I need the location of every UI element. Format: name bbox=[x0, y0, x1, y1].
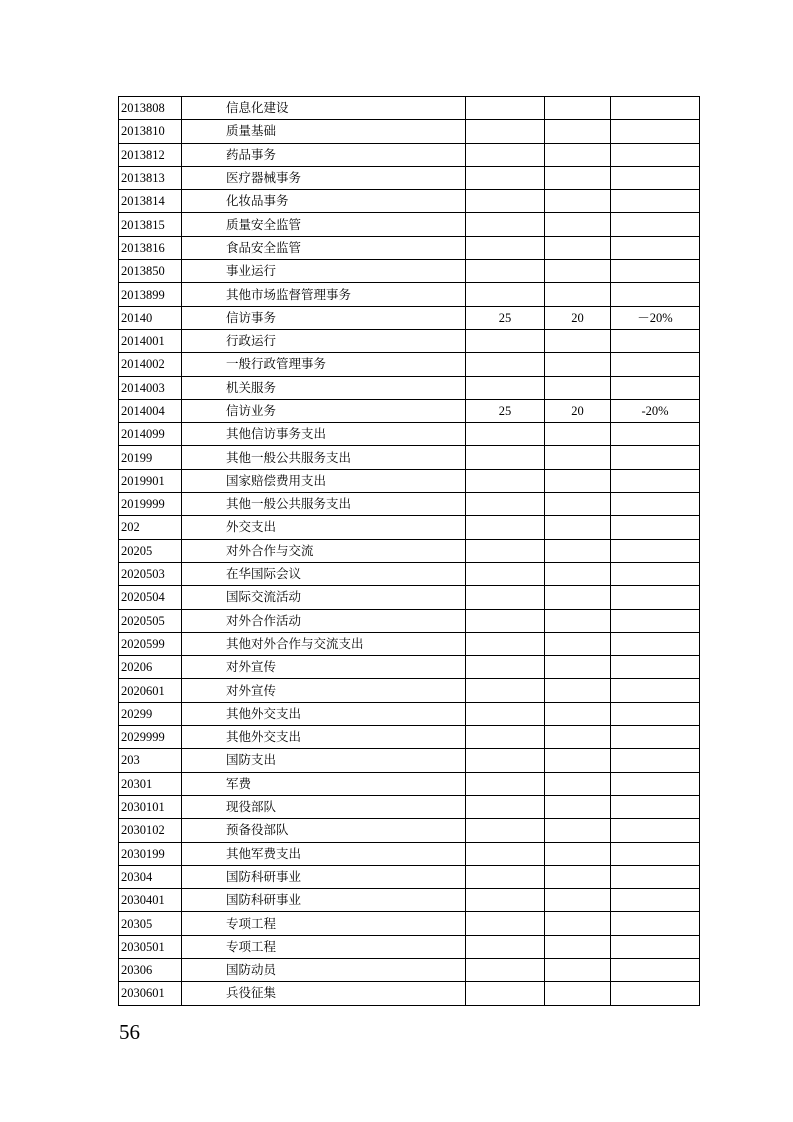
budget-prev-cell bbox=[466, 842, 545, 865]
subject-name-cell: 其他市场监督管理事务 bbox=[182, 283, 466, 306]
table-row bbox=[119, 329, 700, 352]
subject-name-cell: 行政运行 bbox=[182, 329, 466, 352]
change-rate-cell bbox=[611, 469, 700, 492]
subject-code-cell: 2014099 bbox=[119, 423, 182, 446]
budget-curr-cell bbox=[545, 423, 611, 446]
subject-name-cell: 质量基础 bbox=[182, 120, 466, 143]
change-rate-cell bbox=[611, 236, 700, 259]
budget-prev-cell bbox=[466, 469, 545, 492]
subject-code-cell: 20304 bbox=[119, 865, 182, 888]
change-rate-cell bbox=[611, 865, 700, 888]
table-row bbox=[119, 702, 700, 725]
subject-name-cell: 外交支出 bbox=[182, 516, 466, 539]
budget-prev-cell bbox=[466, 423, 545, 446]
subject-name-cell: 国际交流活动 bbox=[182, 586, 466, 609]
budget-prev-cell bbox=[466, 562, 545, 585]
budget-table bbox=[118, 96, 700, 1006]
table-row bbox=[119, 749, 700, 772]
budget-prev-cell bbox=[466, 120, 545, 143]
table-row bbox=[119, 912, 700, 935]
subject-code-cell: 2013850 bbox=[119, 260, 182, 283]
change-rate-cell bbox=[611, 842, 700, 865]
subject-name-cell: 专项工程 bbox=[182, 912, 466, 935]
budget-prev-cell bbox=[466, 795, 545, 818]
subject-code-cell: 20206 bbox=[119, 656, 182, 679]
budget-prev-cell bbox=[466, 935, 545, 958]
subject-code-cell: 2020599 bbox=[119, 632, 182, 655]
subject-code-cell: 2030501 bbox=[119, 935, 182, 958]
change-rate-cell bbox=[611, 353, 700, 376]
change-rate-cell bbox=[611, 726, 700, 749]
subject-name-cell: 现役部队 bbox=[182, 795, 466, 818]
budget-table-container bbox=[118, 96, 699, 1006]
table-row bbox=[119, 213, 700, 236]
table-row bbox=[119, 190, 700, 213]
budget-curr-cell bbox=[545, 283, 611, 306]
subject-name-cell: 质量安全监管 bbox=[182, 213, 466, 236]
budget-curr-cell bbox=[545, 889, 611, 912]
subject-code-cell: 2014004 bbox=[119, 399, 182, 422]
budget-curr-cell bbox=[545, 260, 611, 283]
budget-prev-cell bbox=[466, 609, 545, 632]
change-rate-cell bbox=[611, 120, 700, 143]
budget-curr-cell bbox=[545, 912, 611, 935]
subject-name-cell: 兵役征集 bbox=[182, 982, 466, 1005]
budget-curr-cell bbox=[545, 772, 611, 795]
subject-name-cell: 专项工程 bbox=[182, 935, 466, 958]
budget-prev-cell bbox=[466, 912, 545, 935]
table-row bbox=[119, 656, 700, 679]
subject-code-cell: 2013810 bbox=[119, 120, 182, 143]
budget-prev-cell bbox=[466, 283, 545, 306]
budget-prev-cell bbox=[466, 726, 545, 749]
subject-name-cell: 事业运行 bbox=[182, 260, 466, 283]
subject-code-cell: 20199 bbox=[119, 446, 182, 469]
table-row bbox=[119, 726, 700, 749]
subject-name-cell: 国防科研事业 bbox=[182, 889, 466, 912]
change-rate-cell bbox=[611, 516, 700, 539]
budget-curr-cell bbox=[545, 120, 611, 143]
table-row bbox=[119, 562, 700, 585]
change-rate-cell bbox=[611, 166, 700, 189]
change-rate-cell bbox=[611, 562, 700, 585]
budget-prev-cell bbox=[466, 632, 545, 655]
budget-prev-cell: 25 bbox=[466, 399, 545, 422]
budget-prev-cell bbox=[466, 819, 545, 842]
subject-code-cell: 202 bbox=[119, 516, 182, 539]
subject-code-cell: 2013808 bbox=[119, 97, 182, 120]
budget-curr-cell bbox=[545, 609, 611, 632]
subject-code-cell: 2020601 bbox=[119, 679, 182, 702]
subject-name-cell: 国家赔偿费用支出 bbox=[182, 469, 466, 492]
budget-curr-cell bbox=[545, 190, 611, 213]
budget-curr-cell bbox=[545, 679, 611, 702]
budget-prev-cell bbox=[466, 143, 545, 166]
budget-prev-cell bbox=[466, 166, 545, 189]
change-rate-cell bbox=[611, 493, 700, 516]
budget-curr-cell bbox=[545, 562, 611, 585]
subject-code-cell: 203 bbox=[119, 749, 182, 772]
subject-code-cell: 20306 bbox=[119, 958, 182, 981]
budget-curr-cell bbox=[545, 865, 611, 888]
table-row bbox=[119, 399, 700, 422]
subject-code-cell: 2014001 bbox=[119, 329, 182, 352]
subject-name-cell: 对外合作活动 bbox=[182, 609, 466, 632]
budget-prev-cell bbox=[466, 772, 545, 795]
budget-curr-cell bbox=[545, 982, 611, 1005]
budget-prev-cell bbox=[466, 190, 545, 213]
subject-code-cell: 2014002 bbox=[119, 353, 182, 376]
table-row bbox=[119, 143, 700, 166]
subject-name-cell: 预备役部队 bbox=[182, 819, 466, 842]
subject-name-cell: 其他军费支出 bbox=[182, 842, 466, 865]
change-rate-cell bbox=[611, 958, 700, 981]
budget-curr-cell bbox=[545, 236, 611, 259]
subject-code-cell: 2013815 bbox=[119, 213, 182, 236]
table-row bbox=[119, 772, 700, 795]
subject-code-cell: 20140 bbox=[119, 306, 182, 329]
subject-code-cell: 2030601 bbox=[119, 982, 182, 1005]
change-rate-cell bbox=[611, 632, 700, 655]
table-row bbox=[119, 865, 700, 888]
budget-curr-cell bbox=[545, 353, 611, 376]
subject-name-cell: 医疗器械事务 bbox=[182, 166, 466, 189]
budget-curr-cell bbox=[545, 632, 611, 655]
budget-prev-cell bbox=[466, 516, 545, 539]
table-row bbox=[119, 982, 700, 1005]
change-rate-cell bbox=[611, 819, 700, 842]
table-row bbox=[119, 516, 700, 539]
change-rate-cell bbox=[611, 260, 700, 283]
change-rate-cell bbox=[611, 679, 700, 702]
budget-curr-cell bbox=[545, 795, 611, 818]
budget-prev-cell bbox=[466, 213, 545, 236]
table-row bbox=[119, 283, 700, 306]
subject-name-cell: 化妆品事务 bbox=[182, 190, 466, 213]
budget-curr-cell bbox=[545, 329, 611, 352]
subject-code-cell: 2030102 bbox=[119, 819, 182, 842]
budget-prev-cell bbox=[466, 329, 545, 352]
change-rate-cell bbox=[611, 656, 700, 679]
budget-prev-cell bbox=[466, 376, 545, 399]
budget-curr-cell bbox=[545, 935, 611, 958]
subject-name-cell: 信息化建设 bbox=[182, 97, 466, 120]
subject-name-cell: 军费 bbox=[182, 772, 466, 795]
page-number: 56 bbox=[119, 1020, 140, 1044]
subject-code-cell: 2020504 bbox=[119, 586, 182, 609]
budget-curr-cell bbox=[545, 539, 611, 562]
change-rate-cell bbox=[611, 423, 700, 446]
change-rate-cell bbox=[611, 97, 700, 120]
table-row bbox=[119, 632, 700, 655]
budget-curr-cell: 20 bbox=[545, 306, 611, 329]
change-rate-cell bbox=[611, 329, 700, 352]
budget-curr-cell bbox=[545, 376, 611, 399]
subject-code-cell: 20301 bbox=[119, 772, 182, 795]
table-row bbox=[119, 353, 700, 376]
change-rate-cell bbox=[611, 935, 700, 958]
change-rate-cell bbox=[611, 190, 700, 213]
budget-curr-cell bbox=[545, 842, 611, 865]
subject-code-cell: 20299 bbox=[119, 702, 182, 725]
subject-code-cell: 2020505 bbox=[119, 609, 182, 632]
subject-code-cell: 2030401 bbox=[119, 889, 182, 912]
table-row bbox=[119, 889, 700, 912]
table-row bbox=[119, 679, 700, 702]
subject-code-cell: 2013812 bbox=[119, 143, 182, 166]
budget-curr-cell bbox=[545, 516, 611, 539]
budget-prev-cell: 25 bbox=[466, 306, 545, 329]
subject-name-cell: 其他对外合作与交流支出 bbox=[182, 632, 466, 655]
budget-prev-cell bbox=[466, 889, 545, 912]
budget-curr-cell bbox=[545, 958, 611, 981]
change-rate-cell bbox=[611, 749, 700, 772]
budget-curr-cell bbox=[545, 726, 611, 749]
table-row bbox=[119, 469, 700, 492]
change-rate-cell bbox=[611, 795, 700, 818]
subject-name-cell: 食品安全监管 bbox=[182, 236, 466, 259]
subject-code-cell: 2030101 bbox=[119, 795, 182, 818]
table-row bbox=[119, 446, 700, 469]
subject-name-cell: 国防科研事业 bbox=[182, 865, 466, 888]
table-row bbox=[119, 586, 700, 609]
subject-name-cell: 国防支出 bbox=[182, 749, 466, 772]
budget-curr-cell bbox=[545, 819, 611, 842]
subject-code-cell: 2019901 bbox=[119, 469, 182, 492]
change-rate-cell bbox=[611, 283, 700, 306]
change-rate-cell bbox=[611, 446, 700, 469]
subject-code-cell: 2013899 bbox=[119, 283, 182, 306]
budget-prev-cell bbox=[466, 353, 545, 376]
table-row bbox=[119, 376, 700, 399]
subject-code-cell: 2030199 bbox=[119, 842, 182, 865]
change-rate-cell bbox=[611, 609, 700, 632]
subject-name-cell: 一般行政管理事务 bbox=[182, 353, 466, 376]
subject-name-cell: 其他信访事务支出 bbox=[182, 423, 466, 446]
budget-curr-cell bbox=[545, 97, 611, 120]
subject-code-cell: 20305 bbox=[119, 912, 182, 935]
budget-prev-cell bbox=[466, 865, 545, 888]
budget-table-body bbox=[119, 97, 700, 1006]
subject-name-cell: 对外宣传 bbox=[182, 679, 466, 702]
subject-code-cell: 2020503 bbox=[119, 562, 182, 585]
budget-prev-cell bbox=[466, 679, 545, 702]
budget-curr-cell bbox=[545, 702, 611, 725]
change-rate-cell bbox=[611, 539, 700, 562]
change-rate-cell bbox=[611, 982, 700, 1005]
subject-code-cell: 20205 bbox=[119, 539, 182, 562]
budget-prev-cell bbox=[466, 586, 545, 609]
change-rate-cell bbox=[611, 912, 700, 935]
budget-prev-cell bbox=[466, 539, 545, 562]
table-row bbox=[119, 306, 700, 329]
table-row bbox=[119, 819, 700, 842]
subject-code-cell: 2029999 bbox=[119, 726, 182, 749]
subject-name-cell: 国防动员 bbox=[182, 958, 466, 981]
change-rate-cell bbox=[611, 772, 700, 795]
budget-curr-cell: 20 bbox=[545, 399, 611, 422]
budget-prev-cell bbox=[466, 260, 545, 283]
budget-curr-cell bbox=[545, 143, 611, 166]
table-row bbox=[119, 97, 700, 120]
change-rate-cell bbox=[611, 586, 700, 609]
change-rate-cell bbox=[611, 143, 700, 166]
subject-code-cell: 2014003 bbox=[119, 376, 182, 399]
subject-name-cell: 机关服务 bbox=[182, 376, 466, 399]
budget-curr-cell bbox=[545, 213, 611, 236]
budget-prev-cell bbox=[466, 97, 545, 120]
budget-curr-cell bbox=[545, 493, 611, 516]
budget-curr-cell bbox=[545, 446, 611, 469]
budget-curr-cell bbox=[545, 166, 611, 189]
budget-prev-cell bbox=[466, 702, 545, 725]
budget-prev-cell bbox=[466, 446, 545, 469]
budget-prev-cell bbox=[466, 236, 545, 259]
table-row bbox=[119, 493, 700, 516]
table-row bbox=[119, 260, 700, 283]
table-row bbox=[119, 842, 700, 865]
table-row bbox=[119, 609, 700, 632]
change-rate-cell bbox=[611, 213, 700, 236]
subject-code-cell: 2013814 bbox=[119, 190, 182, 213]
change-rate-cell bbox=[611, 376, 700, 399]
subject-code-cell: 2013813 bbox=[119, 166, 182, 189]
subject-name-cell: 其他外交支出 bbox=[182, 726, 466, 749]
subject-name-cell: 对外宣传 bbox=[182, 656, 466, 679]
subject-code-cell: 2019999 bbox=[119, 493, 182, 516]
subject-name-cell: 对外合作与交流 bbox=[182, 539, 466, 562]
budget-prev-cell bbox=[466, 749, 545, 772]
subject-name-cell: 药品事务 bbox=[182, 143, 466, 166]
change-rate-cell bbox=[611, 889, 700, 912]
table-row bbox=[119, 958, 700, 981]
table-row bbox=[119, 166, 700, 189]
subject-name-cell: 其他外交支出 bbox=[182, 702, 466, 725]
table-row bbox=[119, 935, 700, 958]
table-row bbox=[119, 423, 700, 446]
table-row bbox=[119, 120, 700, 143]
budget-curr-cell bbox=[545, 586, 611, 609]
table-row bbox=[119, 795, 700, 818]
change-rate-cell bbox=[611, 702, 700, 725]
budget-curr-cell bbox=[545, 749, 611, 772]
subject-name-cell: 其他一般公共服务支出 bbox=[182, 493, 466, 516]
subject-name-cell: 在华国际会议 bbox=[182, 562, 466, 585]
table-row bbox=[119, 539, 700, 562]
subject-name-cell: 信访事务 bbox=[182, 306, 466, 329]
subject-name-cell: 其他一般公共服务支出 bbox=[182, 446, 466, 469]
subject-name-cell: 信访业务 bbox=[182, 399, 466, 422]
change-rate-cell: -20% bbox=[611, 399, 700, 422]
budget-prev-cell bbox=[466, 982, 545, 1005]
budget-prev-cell bbox=[466, 958, 545, 981]
budget-prev-cell bbox=[466, 656, 545, 679]
budget-curr-cell bbox=[545, 656, 611, 679]
budget-prev-cell bbox=[466, 493, 545, 516]
subject-code-cell: 2013816 bbox=[119, 236, 182, 259]
budget-curr-cell bbox=[545, 469, 611, 492]
table-row bbox=[119, 236, 700, 259]
change-rate-cell: －20% bbox=[611, 306, 700, 329]
